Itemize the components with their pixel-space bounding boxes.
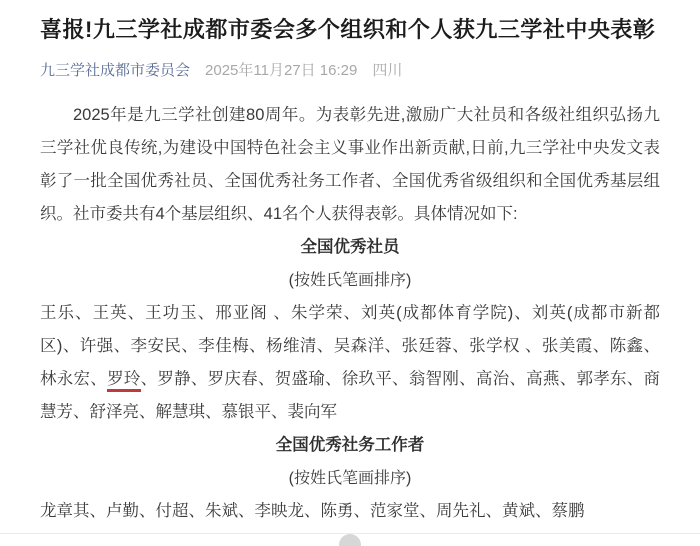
sort-note-members: (按姓氏笔画排序) <box>288 272 412 289</box>
highlighted-name-luo-ling: 罗玲 <box>107 370 141 392</box>
sort-note-staff: (按姓氏笔画排序) <box>288 470 412 487</box>
members-names-after: 、罗静、罗庆春、贺盛瑜、徐玖平、翁智刚、高治、高燕、郭孝东、商慧芳、舒泽亮、解慧琪、慕银平、裴向军 <box>40 370 661 421</box>
publish-datetime: 2025年11月27日 16:29 <box>205 62 358 79</box>
section-heading-outstanding-members: 全国优秀社员 <box>300 238 400 256</box>
article-title: 喜报!九三学社成都市委会多个组织和个人获九三学社中央表彰 <box>40 17 656 42</box>
publish-location: 四川 <box>372 62 403 79</box>
intro-paragraph: 2025年是九三学社创建80周年。为表彰先进,激励广大社员和各级社组织弘扬九三学社优良传统,为建设中国特色社会主义事业作出新贡献,日前,九三学社中央发文表彰了一批全国优秀社员、全国优秀社务工作者、全国优秀省级组织和全国优秀基层组织。社市委共有4个基层组织、41名个人获得表彰。具体情况如下: <box>40 106 660 223</box>
account-name-link[interactable]: 九三学社成都市委员会 <box>40 62 191 79</box>
floating-button-peek <box>339 534 361 546</box>
staff-name-list: 龙章其、卢勤、付超、朱斌、李映龙、陈勇、范家堂、周先礼、黄斌、蔡鹏 <box>40 502 585 520</box>
members-names-before: 王乐、王英、王功玉、邢亚阁 、朱学荣、刘英(成都体育学院)、刘英(成都市新都区)、许强、李安民、李佳梅、杨维清、吴森洋、张廷蓉、张学权 、张美霞、陈鑫、林永宏、 <box>40 304 660 388</box>
article-meta <box>40 60 660 81</box>
section-heading-outstanding-staff: 全国优秀社务工作者 <box>275 436 425 454</box>
members-name-list <box>40 297 660 429</box>
